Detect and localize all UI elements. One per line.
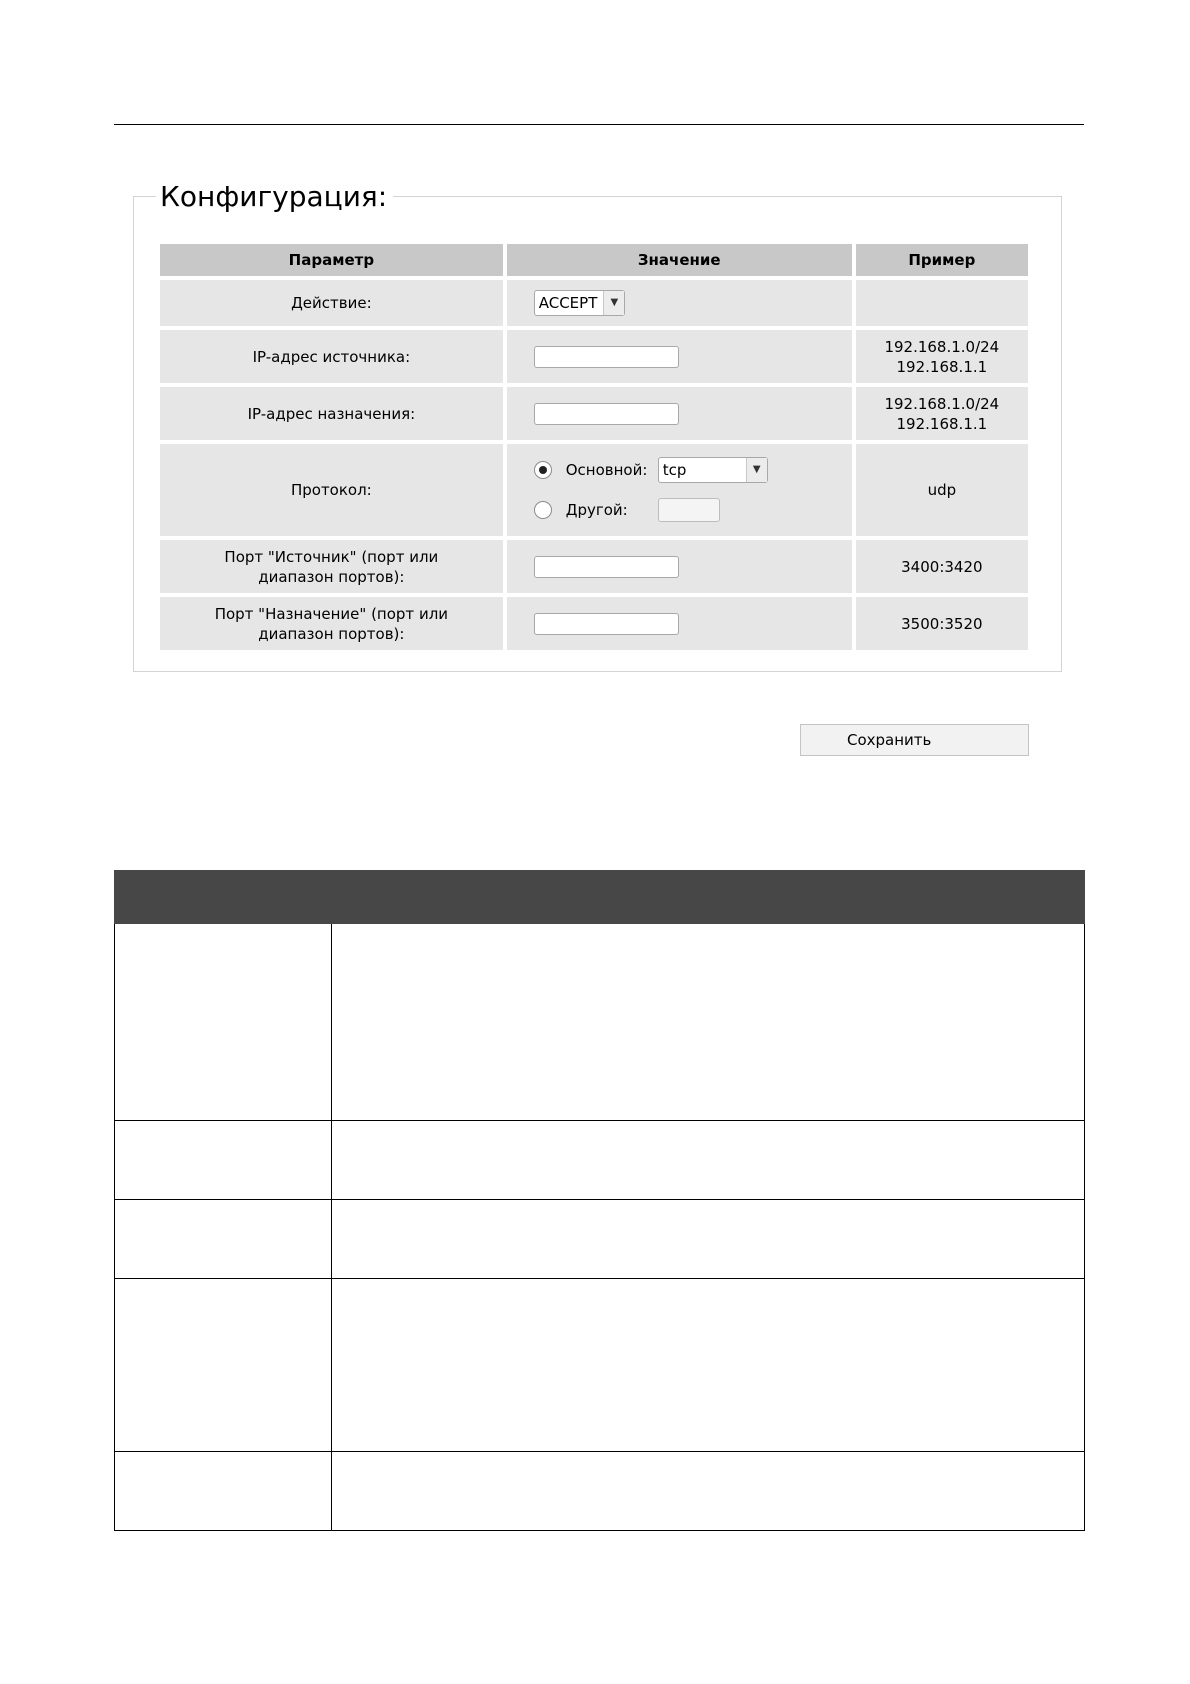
description-row bbox=[115, 1121, 1085, 1200]
header-value: Значение bbox=[507, 244, 852, 276]
dst-ip-example bbox=[856, 387, 1028, 440]
action-select-value: ACCEPT bbox=[538, 294, 598, 312]
row-dst-ip bbox=[160, 387, 1028, 440]
dst-port-label: Порт "Назначение" (порт или диапазон портов): bbox=[160, 597, 503, 650]
protocol-other-line bbox=[534, 490, 852, 530]
dst-ip-input[interactable] bbox=[534, 403, 679, 425]
config-table bbox=[156, 240, 1032, 654]
description-header-row bbox=[115, 871, 1085, 924]
dst-ip-value-cell bbox=[507, 387, 852, 440]
dst-port-example: 3500:3520 bbox=[856, 597, 1028, 650]
dst-ip-example-line1: 192.168.1.0/24 bbox=[884, 394, 1000, 413]
src-ip-input[interactable] bbox=[534, 346, 679, 368]
dst-port-input[interactable] bbox=[534, 613, 679, 635]
protocol-other-input[interactable] bbox=[658, 498, 720, 522]
chevron-down-icon: ▼ bbox=[603, 291, 624, 315]
src-port-value-cell bbox=[507, 540, 852, 593]
action-label: Действие: bbox=[160, 280, 503, 326]
description-row bbox=[115, 1452, 1085, 1531]
header-example: Пример bbox=[856, 244, 1028, 276]
protocol-example: udp bbox=[856, 444, 1028, 536]
description-cell-name bbox=[115, 924, 332, 1121]
src-ip-example-line1: 192.168.1.0/24 bbox=[884, 337, 1000, 356]
dst-ip-example-line2: 192.168.1.1 bbox=[896, 414, 988, 433]
protocol-other-label: Другой: bbox=[565, 501, 628, 519]
src-ip-example bbox=[856, 330, 1028, 383]
row-src-port bbox=[160, 540, 1028, 593]
radio-unselected-icon[interactable] bbox=[534, 501, 552, 519]
radio-selected-icon[interactable] bbox=[534, 461, 552, 479]
description-cell-name bbox=[115, 1279, 332, 1452]
description-table bbox=[114, 870, 1085, 1531]
config-title: Конфигурация: bbox=[156, 180, 393, 214]
protocol-label: Протокол: bbox=[160, 444, 503, 536]
protocol-main-label: Основной: bbox=[565, 461, 648, 479]
protocol-select[interactable] bbox=[658, 457, 768, 483]
description-cell-name bbox=[115, 1200, 332, 1279]
description-cell-text bbox=[332, 1200, 1085, 1279]
src-port-example: 3400:3420 bbox=[856, 540, 1028, 593]
description-cell-text bbox=[332, 1452, 1085, 1531]
header-param: Параметр bbox=[160, 244, 503, 276]
description-cell-text bbox=[332, 1279, 1085, 1452]
config-header-row bbox=[160, 244, 1028, 276]
dst-port-value-cell bbox=[507, 597, 852, 650]
protocol-value-cell bbox=[507, 444, 852, 536]
dst-ip-label: IP-адрес назначения: bbox=[160, 387, 503, 440]
description-cell-name bbox=[115, 1452, 332, 1531]
description-cell-text bbox=[332, 1121, 1085, 1200]
src-ip-label: IP-адрес источника: bbox=[160, 330, 503, 383]
row-src-ip bbox=[160, 330, 1028, 383]
description-row bbox=[115, 1200, 1085, 1279]
action-value-cell bbox=[507, 280, 852, 326]
row-dst-port bbox=[160, 597, 1028, 650]
description-cell-text bbox=[332, 924, 1085, 1121]
src-port-input[interactable] bbox=[534, 556, 679, 578]
description-header bbox=[115, 871, 1085, 924]
src-port-label: Порт "Источник" (порт или диапазон портов): bbox=[160, 540, 503, 593]
src-ip-value-cell bbox=[507, 330, 852, 383]
action-example bbox=[856, 280, 1028, 326]
row-action bbox=[160, 280, 1028, 326]
top-divider bbox=[114, 124, 1084, 125]
save-button[interactable]: Сохранить bbox=[800, 724, 1029, 756]
description-row bbox=[115, 1279, 1085, 1452]
protocol-main-line bbox=[534, 450, 852, 490]
protocol-select-value: tcp bbox=[662, 461, 687, 479]
row-protocol bbox=[160, 444, 1028, 536]
description-row bbox=[115, 924, 1085, 1121]
chevron-down-icon: ▼ bbox=[746, 458, 767, 482]
action-select[interactable] bbox=[534, 290, 626, 316]
src-ip-example-line2: 192.168.1.1 bbox=[896, 357, 988, 376]
description-cell-name bbox=[115, 1121, 332, 1200]
